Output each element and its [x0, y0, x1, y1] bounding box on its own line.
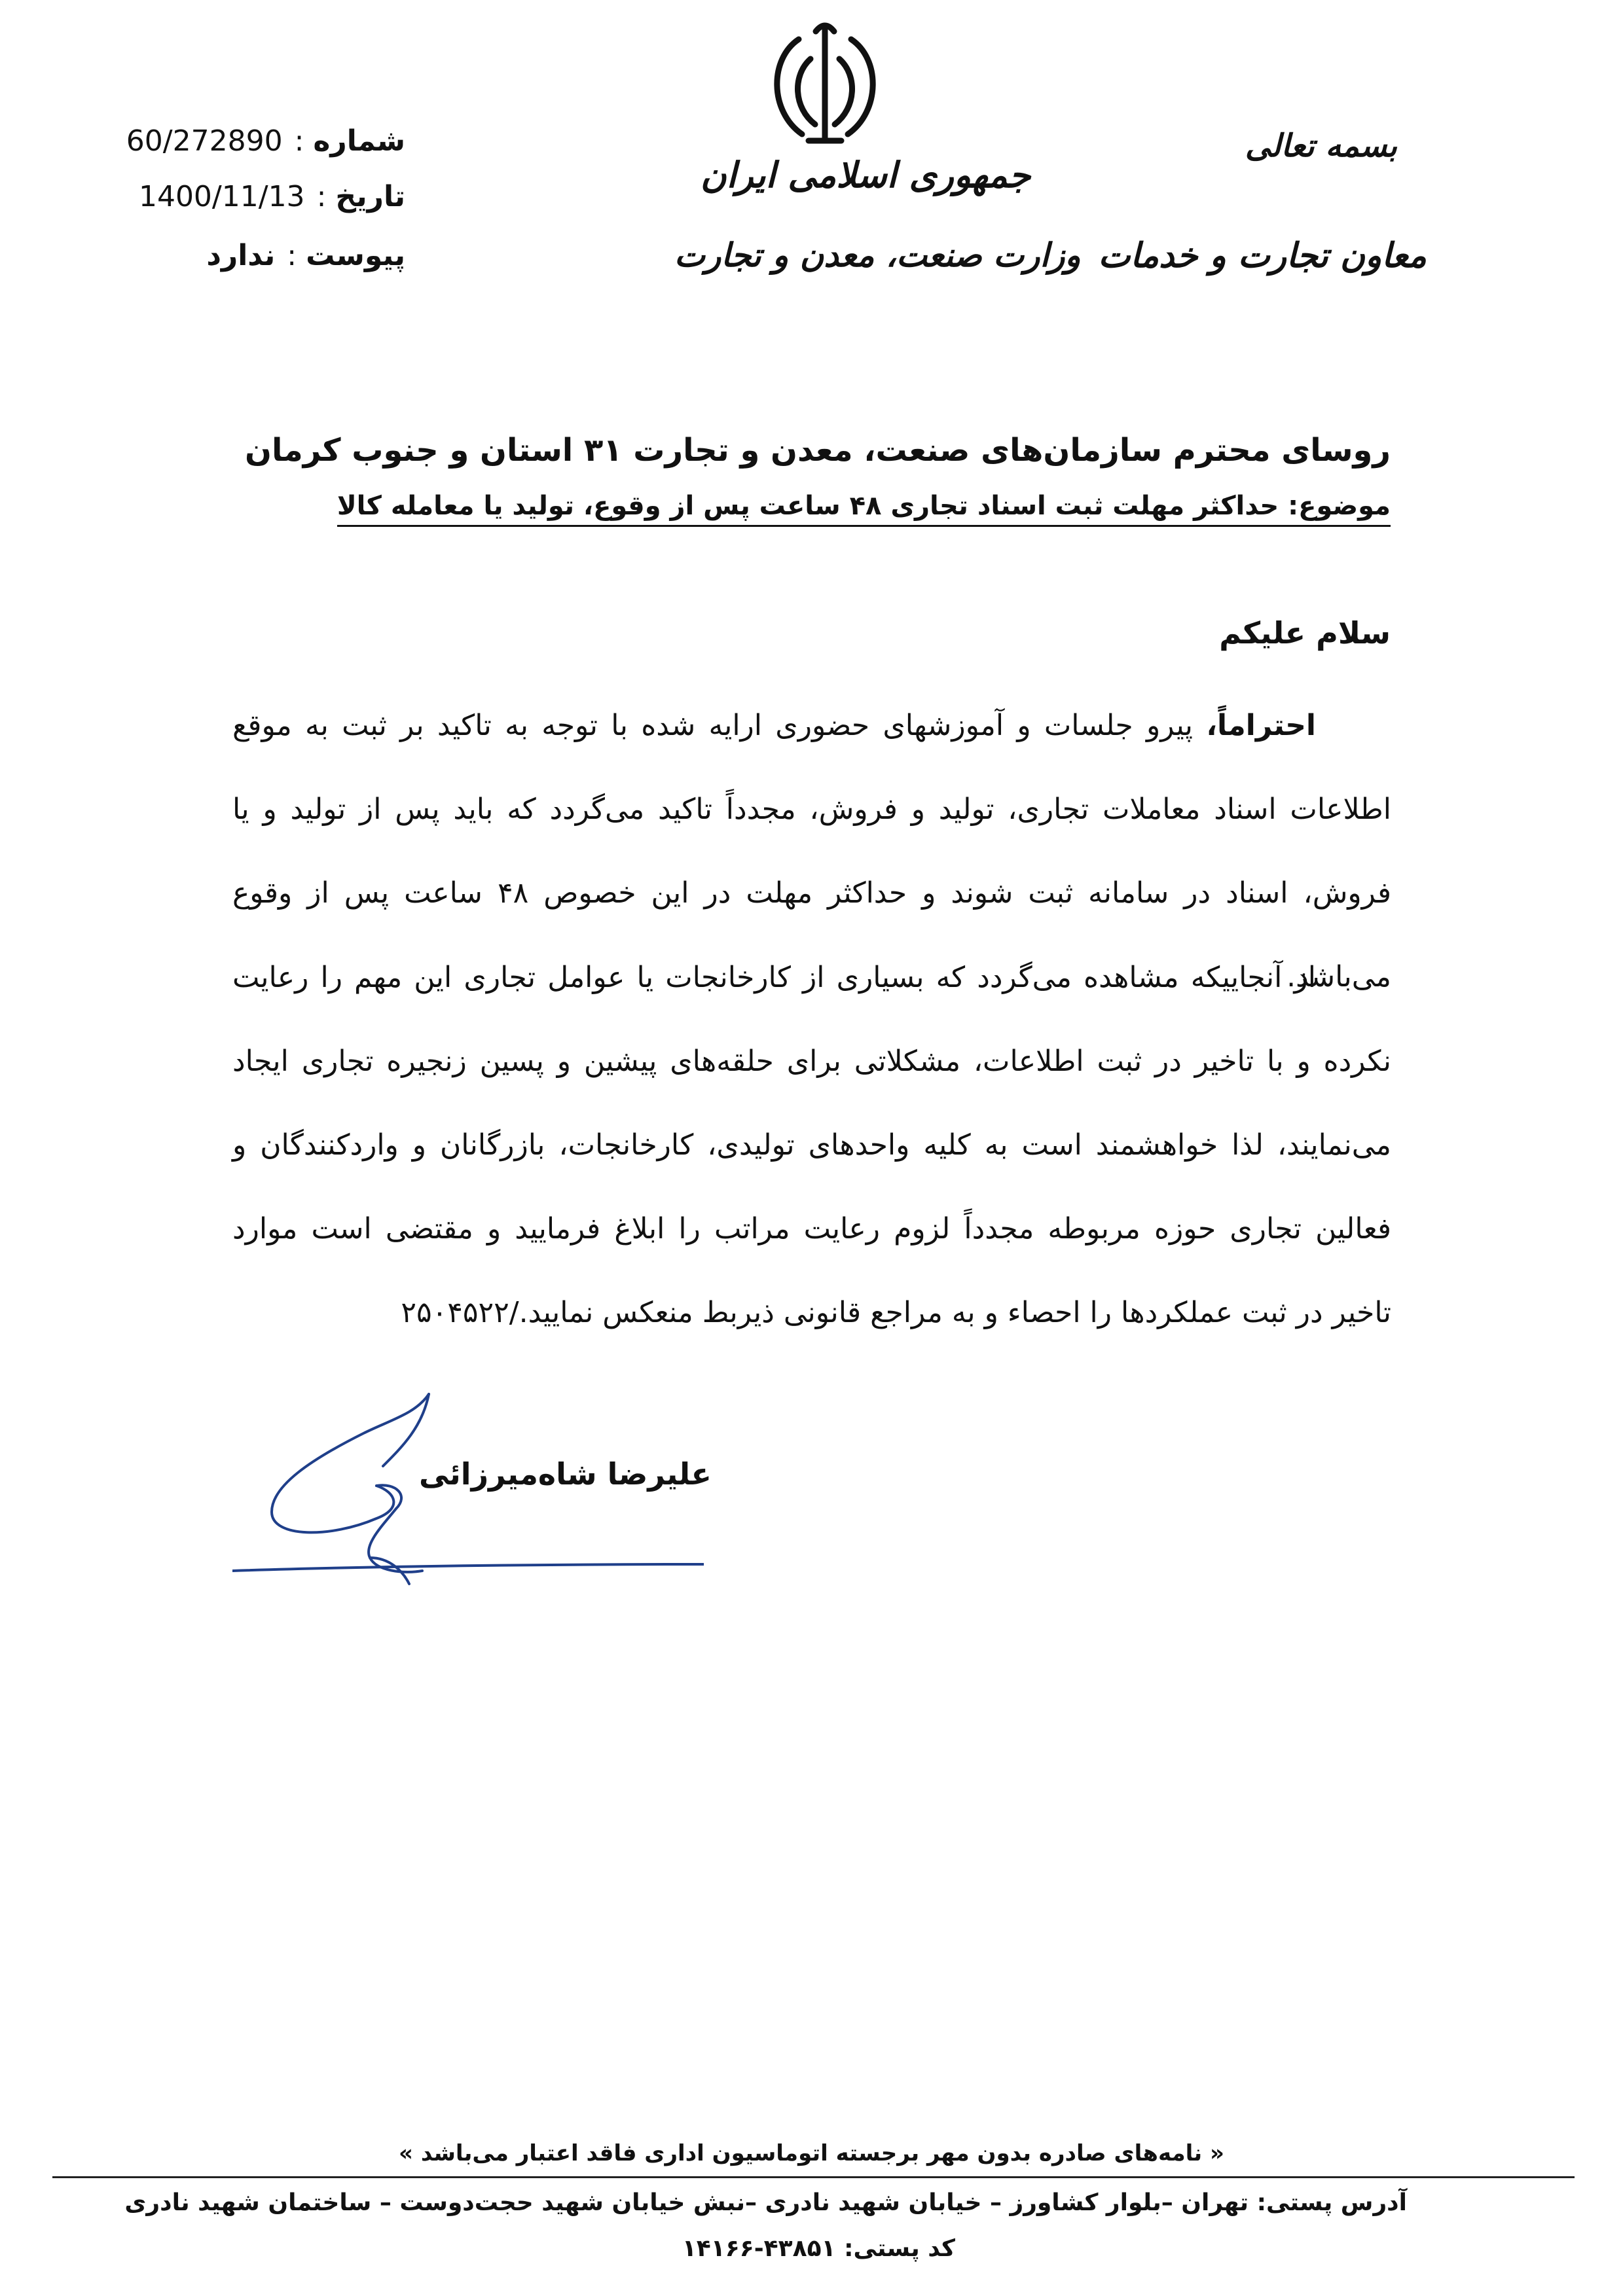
paragraph-1-lead: احتراماً،: [1206, 709, 1316, 742]
ref-attachment-value: ندارد: [206, 238, 276, 272]
ref-separator: :: [316, 179, 327, 213]
deputy-title: معاون تجارت و خدمات: [1098, 236, 1427, 276]
validity-note: « نامه‌های صادره بدون مهر برجسته اتوماسیون اداری فاقد اعتبار می‌باشد »: [399, 2140, 1224, 2166]
invocation-text: بسمه تعالی: [1245, 128, 1397, 164]
ref-separator: :: [294, 124, 304, 158]
republic-title: جمهوری اسلامی ایران: [701, 154, 1031, 196]
iran-emblem-icon: [753, 13, 897, 157]
subject-line: موضوع: حداکثر مهلت ثبت اسناد تجاری ۴۸ ساعت پس از وقوع، تولید یا معامله کالا: [337, 491, 1391, 527]
postal-code: کد پستی: ۴۳۸۵۱-۱۴۱۶۶: [682, 2235, 955, 2262]
ref-number-label: شماره: [313, 124, 405, 158]
footer-divider: [52, 2176, 1575, 2178]
postal-address: آدرس پستی: تهران –بلوار کشاورز – خیابان شهید نادری –نبش خیابان شهید حجت‌دوست – ساختمان شهید نادری: [124, 2189, 1407, 2216]
ref-date-label: تاریخ: [335, 179, 405, 213]
ministry-title: وزارت صنعت، معدن و تجارت: [674, 236, 1081, 274]
ref-separator: :: [287, 238, 297, 272]
ref-date-value: 1400/11/13: [138, 179, 305, 213]
paragraph-2: از آنجاییکه مشاهده می‌گردد که بسیاری از کارخانجات یا عوامل تجاری این مهم را رعایت نکرده و با تاخیر در ثبت اطلاعات، مشکلاتی برای حلقه‌های پیشین و پسین زنجیره تجاری ایجاد می‌نمایند، لذا خواهشمند است به کلیه واحدهای تولیدی، کارخانجات، بازرگانان و واردکنندگان و فعالین تجاری حوزه مربوطه مجدداً لزوم رعایت مراتب را ابلاغ فرمایید و مقتضی است موارد تاخیر در ثبت عملکردها را احصاء و به مراجع قانونی ذیربط منعکس نمایید./۲۵۰۴۵۲۲: [232, 961, 1391, 1329]
ref-date-row: [65, 173, 405, 219]
greeting: سلام علیکم: [1219, 615, 1391, 651]
ref-number-value: 60/272890: [126, 124, 283, 158]
ref-attachment-row: [65, 232, 405, 278]
recipient-line: روسای محترم سازمان‌های صنعت، معدن و تجارت ۳۱ استان و جنوب کرمان: [245, 432, 1391, 469]
ref-number-row: [65, 118, 405, 164]
ref-attachment-label: پیوست: [306, 238, 405, 272]
paragraph-1-body: پیرو جلسات و آموزشهای حضوری ارایه شده با توجه به تاکید بر ثبت به موقع اطلاعات اسناد معاملات تجاری، تولید و فروش، مجدداً تاکید می‌گردد که باید پس از تولید و یا فروش، اسناد در سامانه ثبت شوند و حداکثر مهلت در این خصوص ۴۸ ساعت پس از وقوع می‌باشد.: [232, 709, 1391, 994]
signatory-name: علیرضا شاه‌میرزائی: [419, 1456, 712, 1492]
